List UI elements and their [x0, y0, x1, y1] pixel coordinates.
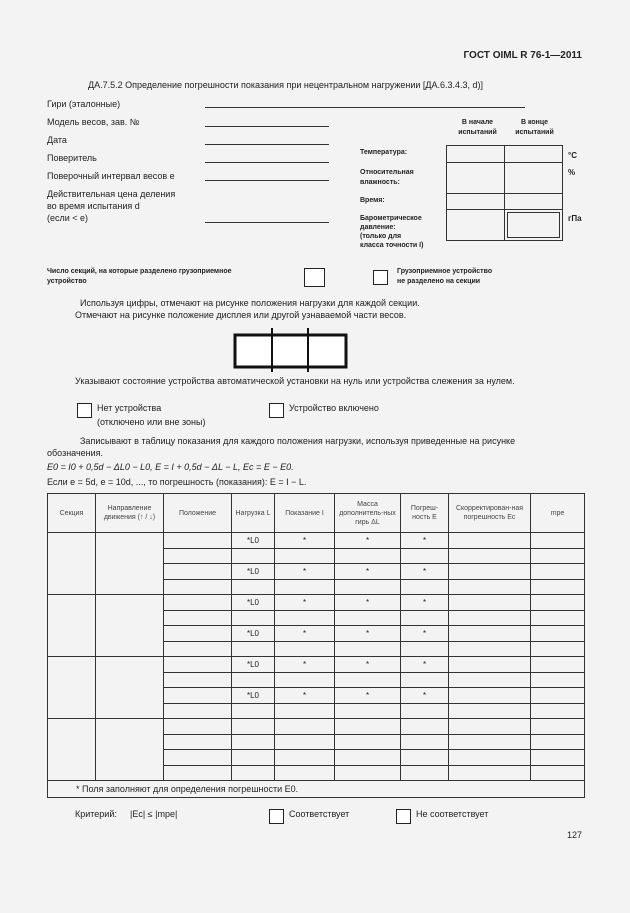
field-line[interactable] — [205, 107, 525, 108]
table-cell[interactable] — [531, 735, 585, 750]
direction-cell[interactable] — [96, 719, 164, 781]
table-cell[interactable] — [335, 735, 401, 750]
col-header: Погреш-ность E — [401, 494, 449, 533]
table-cell[interactable] — [164, 657, 232, 673]
table-cell[interactable] — [449, 549, 531, 564]
table-cell[interactable] — [164, 595, 232, 611]
table-cell[interactable] — [335, 750, 401, 766]
table-cell[interactable] — [164, 735, 232, 750]
star-cell: * — [335, 533, 401, 549]
star-cell: * — [275, 533, 335, 549]
complies-label: Соответствует — [289, 809, 350, 819]
humidity-start-cell[interactable] — [447, 163, 505, 194]
humidity-unit: % — [568, 168, 576, 177]
pressure-start-cell[interactable] — [447, 210, 505, 241]
table-cell[interactable] — [449, 611, 531, 626]
sections-count-label: Число секций, на которые разделено грузоприемное устройство — [47, 268, 232, 285]
pressure-unit: гПа — [568, 214, 582, 223]
col-header: Нагрузка L — [232, 494, 275, 533]
no-device-note: (отключено или вне зоны) — [97, 417, 206, 427]
col-header: Секция — [48, 494, 96, 533]
humidity-label: Относительная влажность: — [360, 169, 414, 186]
table-cell[interactable] — [401, 673, 449, 688]
criterion-label: Критерий: — [75, 809, 117, 819]
col-header: Направление движения (↑ / ↓) — [96, 494, 164, 533]
star-cell: * — [275, 626, 335, 642]
table-cell[interactable] — [164, 533, 232, 549]
table-cell[interactable] — [335, 642, 401, 657]
table-cell[interactable] — [449, 580, 531, 595]
table-cell[interactable] — [449, 533, 531, 549]
table-cell[interactable] — [164, 580, 232, 595]
table-cell[interactable] — [164, 673, 232, 688]
star-cell: * — [401, 688, 449, 704]
table-footnote: * Поля заполняют для определения погрешности E0. — [48, 781, 585, 798]
table-cell[interactable] — [232, 719, 275, 735]
temp-end-cell[interactable] — [505, 146, 563, 163]
criterion-formula: |Ec| ≤ |mpe| — [130, 809, 178, 819]
table-cell[interactable] — [449, 750, 531, 766]
table-cell[interactable] — [531, 642, 585, 657]
star-cell: * — [335, 564, 401, 580]
table-cell[interactable] — [531, 564, 585, 580]
instruction-text: Отмечают на рисунке положение дисплея или другой узнаваемой части весов. — [75, 310, 407, 320]
table-cell[interactable] — [232, 611, 275, 626]
col-header: mpe — [531, 494, 585, 533]
table-cell[interactable] — [531, 533, 585, 549]
table-cell[interactable] — [449, 657, 531, 673]
time-end-cell[interactable] — [505, 194, 563, 210]
time-label: Время: — [360, 197, 385, 204]
load-cell: *L0 — [232, 626, 275, 642]
table-cell[interactable] — [164, 704, 232, 719]
direction-cell[interactable] — [96, 533, 164, 595]
table-cell[interactable] — [164, 564, 232, 580]
not-complies-label: Не соответствует — [416, 809, 489, 819]
table-cell[interactable] — [401, 611, 449, 626]
direction-cell[interactable] — [96, 595, 164, 657]
load-cell: *L0 — [232, 688, 275, 704]
star-cell: * — [335, 595, 401, 611]
scale-diagram — [230, 328, 352, 372]
not-divided-checkbox[interactable] — [373, 270, 388, 285]
load-cell: *L0 — [232, 564, 275, 580]
table-cell[interactable] — [232, 735, 275, 750]
not-complies-checkbox[interactable] — [396, 809, 411, 824]
table-cell[interactable] — [275, 549, 335, 564]
device-on-checkbox[interactable] — [269, 403, 284, 418]
table-cell[interactable] — [401, 766, 449, 781]
col-header: Положение — [164, 494, 232, 533]
star-cell: * — [275, 564, 335, 580]
section-cell[interactable] — [48, 719, 96, 781]
table-cell[interactable] — [164, 766, 232, 781]
field-label: Поверитель — [47, 153, 97, 163]
conditions-grid — [446, 145, 563, 241]
table-cell[interactable] — [335, 766, 401, 781]
field-label: (если < e) — [47, 213, 89, 223]
table-cell[interactable] — [335, 580, 401, 595]
instruction-text: Записывают в таблицу показания для каждого положения нагрузки, используя приведенные на рисунке — [80, 436, 516, 446]
table-cell[interactable] — [232, 673, 275, 688]
table-cell[interactable] — [401, 750, 449, 766]
col-start-header: В начале испытаний — [458, 119, 497, 136]
instruction-text: обозначения. — [47, 448, 104, 458]
field-line[interactable] — [205, 144, 329, 145]
field-line[interactable] — [205, 126, 329, 127]
star-cell: * — [275, 595, 335, 611]
load-cell: *L0 — [232, 533, 275, 549]
table-cell[interactable] — [531, 766, 585, 781]
table-cell[interactable] — [531, 704, 585, 719]
table-cell[interactable] — [401, 704, 449, 719]
field-line[interactable] — [205, 162, 329, 163]
instruction-text: Используя цифры, отмечают на рисунке положения нагрузки для каждой секции. — [80, 298, 420, 308]
star-cell: * — [401, 626, 449, 642]
table-cell[interactable] — [275, 673, 335, 688]
table-cell[interactable] — [335, 719, 401, 735]
table-cell[interactable] — [401, 719, 449, 735]
table-cell[interactable] — [531, 611, 585, 626]
table-cell[interactable] — [531, 626, 585, 642]
temp-label: Температура: — [360, 149, 408, 156]
table-cell[interactable] — [449, 688, 531, 704]
table-cell[interactable] — [335, 704, 401, 719]
table-cell[interactable] — [531, 750, 585, 766]
table-cell[interactable] — [449, 704, 531, 719]
table-cell[interactable] — [275, 580, 335, 595]
no-device-label: Нет устройства — [97, 403, 162, 413]
table-cell[interactable] — [531, 657, 585, 673]
table-cell[interactable] — [275, 642, 335, 657]
field-label: Дата — [47, 135, 67, 145]
sections-count-box[interactable] — [304, 268, 325, 287]
table-cell[interactable] — [275, 735, 335, 750]
field-line[interactable] — [205, 222, 329, 223]
table-cell[interactable] — [275, 750, 335, 766]
complies-checkbox[interactable] — [269, 809, 284, 824]
table-cell[interactable] — [449, 642, 531, 657]
table-cell[interactable] — [275, 719, 335, 735]
table-cell[interactable] — [531, 688, 585, 704]
field-label: Модель весов, зав. № — [47, 117, 140, 127]
star-cell: * — [275, 688, 335, 704]
table-cell[interactable] — [401, 735, 449, 750]
star-cell: * — [401, 564, 449, 580]
col-end-header: В конце испытаний — [515, 119, 554, 136]
table-cell[interactable] — [164, 688, 232, 704]
table-cell[interactable] — [531, 580, 585, 595]
not-divided-label: Грузоприемное устройство не разделено на секции — [397, 268, 493, 285]
results-table — [47, 493, 585, 798]
table-cell[interactable] — [531, 719, 585, 735]
star-cell: * — [401, 533, 449, 549]
no-device-checkbox[interactable] — [77, 403, 92, 418]
star-cell: * — [335, 657, 401, 673]
col-header: Показание I — [275, 494, 335, 533]
page-number: 127 — [566, 830, 582, 840]
star-cell: * — [335, 626, 401, 642]
star-cell: * — [401, 595, 449, 611]
temp-start-cell[interactable] — [447, 146, 505, 163]
section-cell[interactable] — [48, 533, 96, 595]
formula-note: Если e = 5d, e = 10d, ..., то погрешность (показания): E = I − L. — [47, 477, 307, 487]
section-cell[interactable] — [48, 657, 96, 719]
temp-unit: °C — [568, 151, 577, 160]
table-cell[interactable] — [164, 642, 232, 657]
load-cell: *L0 — [232, 657, 275, 673]
star-cell: * — [275, 657, 335, 673]
star-cell: * — [335, 688, 401, 704]
field-label: во время испытания d — [47, 201, 140, 211]
section-title: ДА.7.5.2 Определение погрешности показания при нецентральном нагружении [ДА.6.3.4.3, d)] — [88, 80, 484, 90]
table-cell[interactable] — [531, 673, 585, 688]
table-cell[interactable] — [164, 719, 232, 735]
direction-cell[interactable] — [96, 657, 164, 719]
table-cell[interactable] — [275, 611, 335, 626]
table-cell[interactable] — [449, 595, 531, 611]
table-cell[interactable] — [232, 549, 275, 564]
table-cell[interactable] — [449, 564, 531, 580]
device-on-label: Устройство включено — [289, 403, 379, 413]
pressure-label: Барометрическое давление: (только для класса точности I) — [360, 215, 424, 249]
table-cell[interactable] — [164, 626, 232, 642]
col-header: Скорректирован-ная погрешность Ec — [449, 494, 531, 533]
table-cell[interactable] — [164, 549, 232, 564]
table-cell[interactable] — [335, 673, 401, 688]
table-cell[interactable] — [275, 704, 335, 719]
time-start-cell[interactable] — [447, 194, 505, 210]
col-header: Масса дополнитель-ных гирь ΔL — [335, 494, 401, 533]
table-cell[interactable] — [232, 704, 275, 719]
section-cell[interactable] — [48, 595, 96, 657]
table-cell[interactable] — [449, 673, 531, 688]
table-cell[interactable] — [232, 642, 275, 657]
table-cell[interactable] — [232, 766, 275, 781]
table-cell[interactable] — [401, 642, 449, 657]
table-cell[interactable] — [531, 595, 585, 611]
table-cell[interactable] — [531, 549, 585, 564]
table-cell[interactable] — [164, 750, 232, 766]
standard-header: ГОСТ OIML R 76-1—2011 — [463, 50, 582, 61]
table-cell[interactable] — [275, 766, 335, 781]
field-label: Гири (эталонные) — [47, 99, 121, 109]
pressure-end-cell[interactable] — [505, 210, 563, 241]
instruction-text: Указывают состояние устройства автоматической установки на нуль или устройства слежения за нулем. — [75, 376, 515, 386]
formula: E0 = I0 + 0,5d − ΔL0 − L0, E = I + 0,5d − ΔL − L, Ec = E − E0. — [47, 462, 294, 472]
table-cell[interactable] — [401, 549, 449, 564]
table-cell[interactable] — [232, 750, 275, 766]
table-cell[interactable] — [232, 580, 275, 595]
table-cell[interactable] — [449, 626, 531, 642]
table-cell[interactable] — [449, 735, 531, 750]
load-cell: *L0 — [232, 595, 275, 611]
star-cell: * — [401, 657, 449, 673]
table-cell[interactable] — [449, 766, 531, 781]
field-label: Действительная цена деления — [47, 189, 176, 199]
table-cell[interactable] — [335, 549, 401, 564]
table-cell[interactable] — [335, 611, 401, 626]
field-label: Поверочный интервал весов e — [47, 171, 175, 181]
humidity-end-cell[interactable] — [505, 163, 563, 194]
table-cell[interactable] — [449, 719, 531, 735]
table-cell[interactable] — [164, 611, 232, 626]
table-cell[interactable] — [401, 580, 449, 595]
field-line[interactable] — [205, 180, 329, 181]
